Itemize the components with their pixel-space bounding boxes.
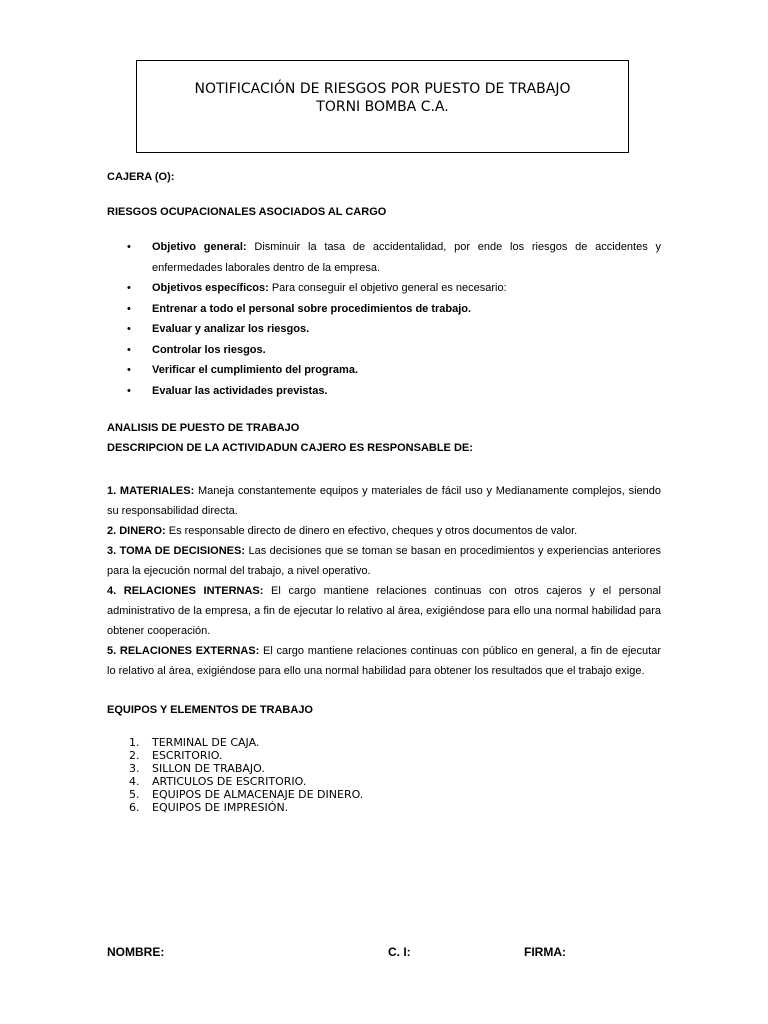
list-item (107, 237, 661, 278)
bullet-icon: • (127, 364, 131, 376)
responsibility-item (107, 641, 661, 681)
equipment-heading: EQUIPOS Y ELEMENTOS DE TRABAJO (107, 704, 313, 716)
list-item (107, 340, 661, 361)
bullet-icon: • (127, 343, 131, 356)
responsibility-label: 5. RELACIONES EXTERNAS: (107, 645, 260, 657)
document-body (107, 170, 661, 814)
list-item (107, 801, 661, 814)
list-number: 2. (129, 749, 140, 762)
responsibility-item (107, 581, 661, 641)
bullet-icon: • (127, 323, 131, 335)
list-item (107, 788, 661, 801)
responsibility-text: Es responsable directo de dinero en efectivo, cheques y otros documentos de valor. (165, 525, 578, 537)
responsibility-label: 1. MATERIALES: (107, 485, 195, 497)
list-item (107, 736, 661, 749)
list-item-text: Entrenar a todo el personal sobre procedimientos de trabajo. (152, 302, 472, 315)
document-title: NOTIFICACIÓN DE RIESGOS POR PUESTO DE TRABAJO (194, 81, 571, 97)
list-number: 4. (129, 775, 140, 788)
list-item-text: Controlar los riesgos. (152, 343, 266, 356)
list-item-text: ESCRITORIO. (152, 749, 223, 762)
list-item (107, 299, 661, 320)
responsibility-label: 2. DINERO: (107, 525, 166, 537)
list-item-text: TERMINAL DE CAJA. (152, 736, 260, 749)
responsibility-item (107, 481, 661, 521)
objective-general-text: Disminuir la tasa de accidentalidad, por ende los riesgos de accidentes y enfermedades laborales dentro de la empresa. (152, 241, 662, 274)
title-box (136, 60, 629, 153)
equipment-list (107, 736, 661, 814)
responsibility-label: 4. RELACIONES INTERNAS: (107, 585, 264, 597)
name-label: NOMBRE: (107, 945, 165, 959)
responsibilities (107, 481, 661, 681)
list-item-text: EQUIPOS DE ALMACENAJE DE DINERO. (152, 788, 364, 801)
bullet-icon: • (127, 282, 131, 294)
objectives-list (107, 237, 661, 401)
responsibility-item (107, 521, 661, 541)
list-item (107, 360, 661, 381)
responsibility-text: El cargo mantiene relaciones continuas con otros cajeros y el personal administrativo de la empresa, a fin de ejecutar lo relativo al área, exigiéndose para ello una normal habilidad para obtener cooperación. (107, 585, 661, 637)
list-number: 6. (129, 801, 140, 814)
list-number: 1. (129, 736, 140, 749)
list-item (107, 278, 661, 299)
position-label: CAJERA (O): (107, 171, 175, 183)
list-item-text: ARTICULOS DE ESCRITORIO. (152, 775, 307, 788)
objective-general-label: Objetivo general: (152, 241, 247, 253)
responsibility-label: 3. TOMA DE DECISIONES: (107, 545, 246, 557)
bullet-icon: • (127, 241, 131, 253)
objective-specific-text: Para conseguir el objetivo general es necesario: (268, 282, 507, 294)
responsibility-item (107, 541, 661, 581)
analysis-heading: ANALISIS DE PUESTO DE TRABAJO (107, 422, 300, 434)
list-item-text: Evaluar y analizar los riesgos. (152, 323, 310, 335)
company-name: TORNI BOMBA C.A. (316, 99, 449, 115)
responsibility-text: El cargo mantiene relaciones continuas con público en general, a fin de ejecutar lo relativo al área, exigiéndose para ello una normal habilidad para obtener los resultados que el trabajo exige. (107, 645, 661, 677)
bullet-icon: • (127, 302, 131, 315)
list-item (107, 762, 661, 775)
risks-heading: RIESGOS OCUPACIONALES ASOCIADOS AL CARGO (107, 206, 387, 218)
list-item-text: SILLON DE TRABAJO. (152, 762, 265, 775)
responsibility-text: Las decisiones que se toman se basan en procedimientos y experiencias anteriores para la ejecución normal del trabajo, a nivel operativo. (107, 545, 661, 577)
description-heading: DESCRIPCION DE LA ACTIVIDADUN CAJERO ES RESPONSABLE DE: (107, 442, 473, 454)
list-item (107, 319, 661, 340)
list-item-text: EQUIPOS DE IMPRESIÓN. (152, 801, 289, 814)
list-item-text: Evaluar las actividades previstas. (152, 384, 328, 397)
bullet-icon: • (127, 384, 131, 397)
signature-label: FIRMA: (524, 945, 566, 959)
list-item-text: Verificar el cumplimiento del programa. (152, 364, 359, 376)
ci-label: C. I: (388, 945, 411, 959)
list-item (107, 381, 661, 402)
list-number: 3. (129, 762, 140, 775)
list-item (107, 749, 661, 762)
list-item (107, 775, 661, 788)
objective-specific-label: Objetivos específicos: (152, 282, 269, 294)
list-number: 5. (129, 788, 140, 801)
responsibility-text: Maneja constantemente equipos y materiales de fácil uso y Medianamente complejos, siendo su responsabilidad directa. (107, 485, 662, 517)
